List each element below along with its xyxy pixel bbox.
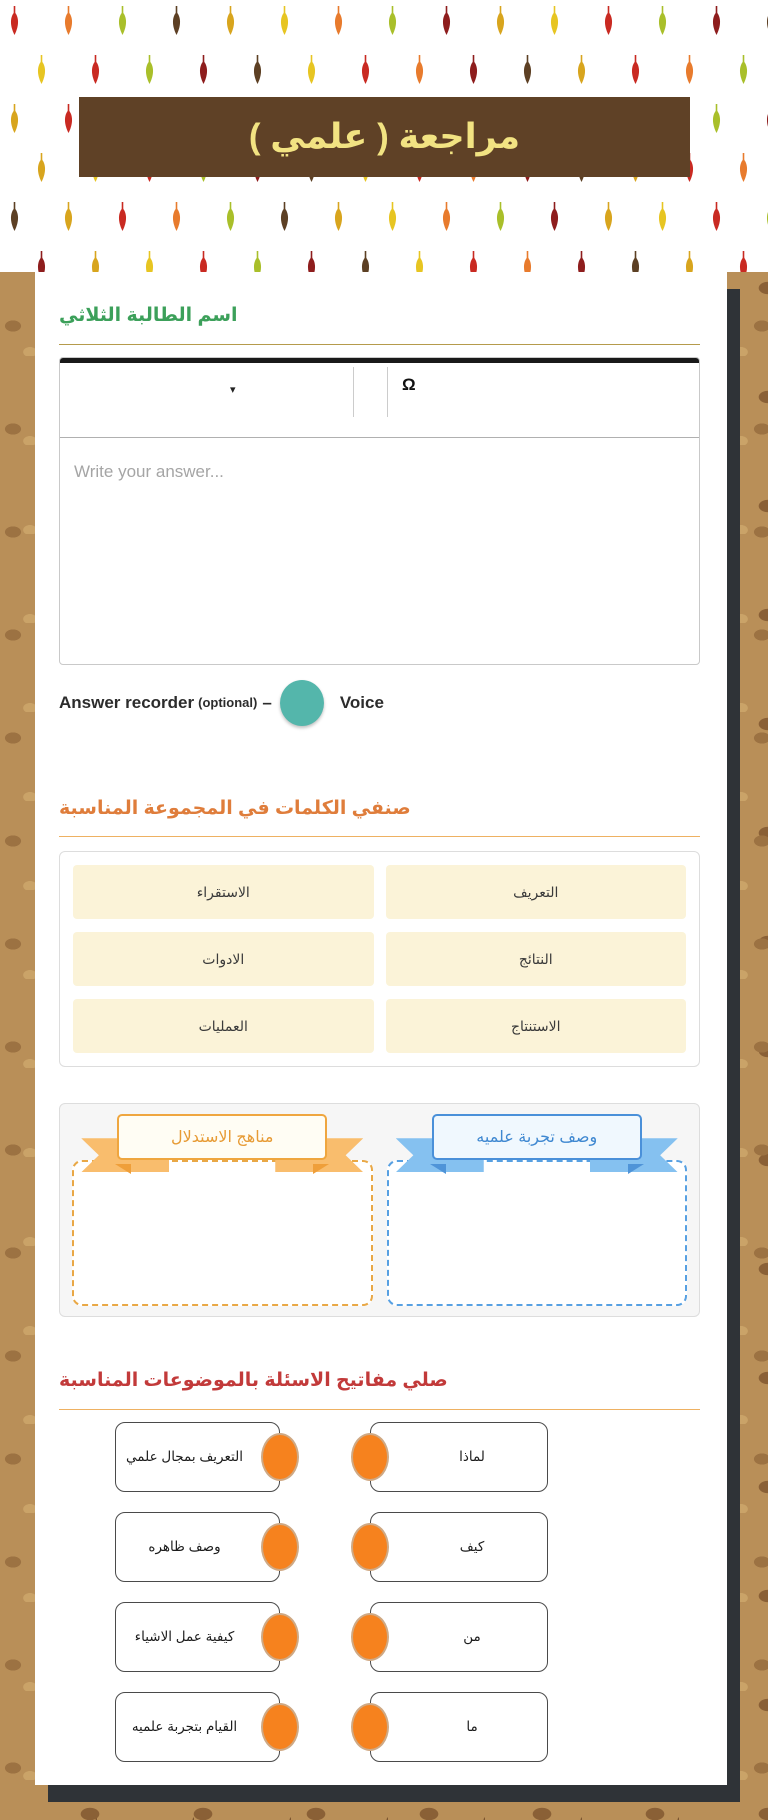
match-keyword-box: ما <box>370 1692 548 1762</box>
leaf-icon <box>386 6 399 41</box>
leaf-icon <box>170 202 183 237</box>
leaf-icon <box>62 202 75 237</box>
ribbon-fold <box>115 1164 131 1174</box>
match-keyword-box: لماذا <box>370 1422 548 1492</box>
leaf-icon <box>386 202 399 237</box>
leaf-icon <box>710 104 723 139</box>
leaf-icon <box>710 6 723 41</box>
ribbon-fold <box>430 1164 446 1174</box>
leaf-icon <box>440 6 453 41</box>
leaf-icon <box>656 6 669 41</box>
match-row <box>115 1692 548 1762</box>
leaf-icon <box>737 55 750 90</box>
editor-toolbar <box>60 363 699 438</box>
leaf-icon <box>62 6 75 41</box>
leaf-icon <box>170 6 183 41</box>
match-topic-box: التعريف بمجال علمي <box>115 1422 280 1492</box>
leaf-icon <box>251 251 264 272</box>
worksheet-sheet <box>35 272 727 1785</box>
leaf-icon <box>737 153 750 188</box>
voice-label: Voice <box>339 692 384 712</box>
divider <box>59 344 700 345</box>
match-connector-dot[interactable] <box>351 1433 389 1481</box>
match-connector-dot[interactable] <box>261 1433 299 1481</box>
match-connector-dot[interactable] <box>261 1613 299 1661</box>
leaf-icon <box>494 6 507 41</box>
rich-text-editor <box>59 357 700 665</box>
chevron-down-icon: ▾ <box>230 383 236 396</box>
leaf-icon <box>413 55 426 90</box>
leaf-icon <box>413 251 426 272</box>
leaf-icon <box>656 202 669 237</box>
leaf-icon <box>143 251 156 272</box>
match-topic-box: القيام بتجربة علميه <box>115 1692 280 1762</box>
word-chip[interactable]: العمليات <box>73 999 374 1053</box>
leaf-icon <box>251 55 264 90</box>
recorder-optional-label: (optional) <box>198 695 258 711</box>
leaf-icon <box>8 104 21 139</box>
leaf-icon <box>305 251 318 272</box>
leaf-icon <box>602 202 615 237</box>
answer-text-input[interactable] <box>60 438 699 665</box>
drop-zone-blue[interactable] <box>387 1160 688 1306</box>
word-chip[interactable]: النتائج <box>386 932 687 986</box>
leaf-icon <box>8 6 21 41</box>
voice-record-button[interactable] <box>280 680 324 726</box>
leaf-icon <box>197 251 210 272</box>
leaf-icon <box>143 55 156 90</box>
toolbar-separator <box>353 367 354 417</box>
match-connector-dot[interactable] <box>351 1523 389 1571</box>
match-row <box>115 1422 548 1492</box>
leaf-icon <box>332 6 345 41</box>
answer-placeholder: Write your answer... <box>74 461 224 481</box>
ribbon-fold <box>628 1164 644 1174</box>
leaf-icon <box>278 6 291 41</box>
leaf-icon <box>8 202 21 237</box>
zone-inference-methods <box>72 1114 373 1306</box>
leaf-icon <box>683 55 696 90</box>
leaf-icon <box>710 202 723 237</box>
leaf-icon <box>764 6 768 41</box>
match-row <box>115 1512 548 1582</box>
word-chip[interactable]: الاستقراء <box>73 865 374 919</box>
leaf-icon <box>548 202 561 237</box>
leaf-icon <box>35 55 48 90</box>
special-character-button[interactable]: Ω <box>402 374 416 394</box>
leaf-icon <box>35 153 48 188</box>
zone-title: مناهج الاستدلال <box>117 1114 327 1160</box>
match-connector-dot[interactable] <box>351 1703 389 1751</box>
word-chip[interactable]: التعريف <box>386 865 687 919</box>
leaf-icon <box>62 104 75 139</box>
leaf-icon <box>89 251 102 272</box>
answer-recorder-row <box>59 679 700 727</box>
word-bank <box>59 851 700 1067</box>
divider <box>59 1409 700 1410</box>
leaf-icon <box>440 202 453 237</box>
recorder-dash: – <box>262 692 272 712</box>
leaf-icon <box>575 251 588 272</box>
leaf-icon <box>602 6 615 41</box>
word-chip[interactable]: الادوات <box>73 932 374 986</box>
leaf-icon <box>494 202 507 237</box>
decorative-leaf-header <box>0 0 768 272</box>
matching-area <box>115 1422 548 1762</box>
leaf-icon <box>548 6 561 41</box>
sorting-zones <box>59 1103 700 1317</box>
leaf-icon <box>629 251 642 272</box>
leaf-icon <box>521 251 534 272</box>
format-dropdown[interactable] <box>60 363 351 437</box>
zone-experiment-description <box>387 1114 688 1306</box>
worksheet-title: مراجعة ( علمي ) <box>248 117 521 156</box>
match-topic-box: وصف ظاهره <box>115 1512 280 1582</box>
leaf-icon <box>116 6 129 41</box>
question4-heading: صلي مفاتيح الاسئلة بالموضوعات المناسبة <box>59 1370 448 1392</box>
match-row <box>115 1602 548 1672</box>
leaf-icon <box>359 251 372 272</box>
leaf-icon <box>629 55 642 90</box>
word-chip[interactable]: الاستنتاج <box>386 999 687 1053</box>
match-keyword-box: كيف <box>370 1512 548 1582</box>
leaf-icon <box>224 202 237 237</box>
leaf-icon <box>764 202 768 237</box>
leaf-icon <box>467 55 480 90</box>
match-connector-dot[interactable] <box>351 1613 389 1661</box>
match-connector-dot[interactable] <box>261 1703 299 1751</box>
leaf-icon <box>197 55 210 90</box>
match-connector-dot[interactable] <box>261 1523 299 1571</box>
leaf-icon <box>35 251 48 272</box>
leaf-icon <box>332 202 345 237</box>
question1-heading: اسم الطالبة الثلاثي <box>59 304 238 326</box>
leaf-icon <box>521 55 534 90</box>
drop-zone-orange[interactable] <box>72 1160 373 1306</box>
ribbon-banner-blue <box>396 1114 678 1178</box>
recorder-label: Answer recorder <box>59 692 195 712</box>
divider <box>59 836 700 837</box>
leaf-icon <box>89 55 102 90</box>
leaf-icon <box>575 55 588 90</box>
leaf-icon <box>224 6 237 41</box>
leaf-icon <box>683 251 696 272</box>
question2-heading: صنفي الكلمات في المجموعة المناسبة <box>59 797 411 819</box>
worksheet-title-banner <box>79 97 690 177</box>
leaf-icon <box>359 55 372 90</box>
match-topic-box: كيفية عمل الاشياء <box>115 1602 280 1672</box>
toolbar-separator <box>387 367 388 417</box>
match-keyword-box: من <box>370 1602 548 1672</box>
leaf-icon <box>737 251 750 272</box>
leaf-icon <box>305 55 318 90</box>
leaf-icon <box>764 104 768 139</box>
ribbon-fold <box>313 1164 329 1174</box>
leaf-icon <box>116 202 129 237</box>
leaf-icon <box>467 251 480 272</box>
zone-title: وصف تجربة علميه <box>432 1114 642 1160</box>
leaf-icon <box>278 202 291 237</box>
ribbon-banner-orange <box>81 1114 363 1178</box>
